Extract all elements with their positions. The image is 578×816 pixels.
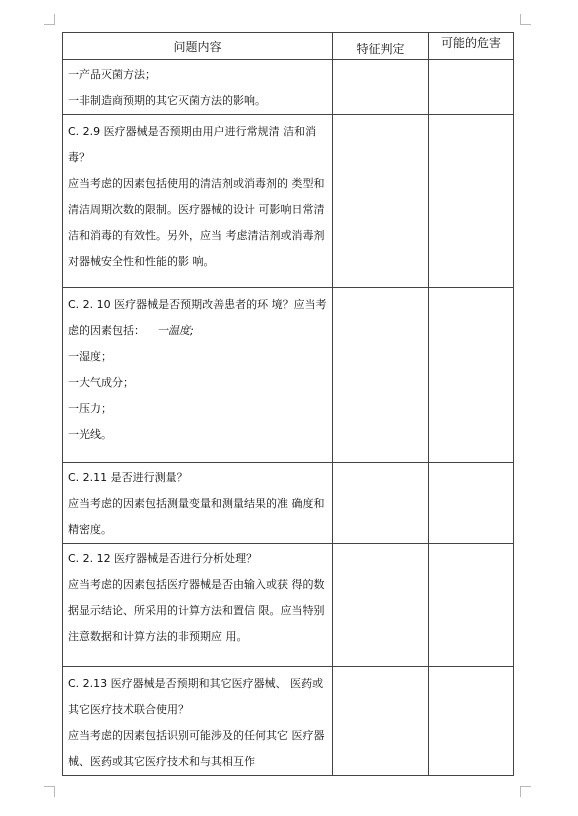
- possible-hazard-cell: [429, 60, 514, 115]
- table-row: [63, 60, 514, 115]
- question-line: 一压力；: [68, 402, 112, 415]
- question-line: 一光线。: [68, 428, 112, 441]
- question-cell: [63, 463, 333, 544]
- header-feature-judgement: 特征判定: [333, 33, 429, 60]
- table-row: [63, 115, 514, 288]
- question-description: 应当考虑的因素包括医疗器械是否由输入或获 得的数据显示结论、所采用的计算方法和置信 限。应当特别注意数据和计算方法的非预期应 用。: [68, 578, 325, 643]
- question-line: 一大气成分；: [68, 376, 134, 389]
- header-question-content: 问题内容: [63, 33, 333, 60]
- feature-judgement-cell: [333, 667, 429, 776]
- crop-mark-bottom-right: [520, 786, 531, 797]
- feature-judgement-cell: [333, 60, 429, 115]
- question-line: 一产品灭菌方法；: [68, 68, 156, 81]
- question-description: 应当考虑的因素包括识别可能涉及的任何其它 医疗器械、医药或其它医疗技术和与其相互作: [68, 729, 325, 768]
- question-title: C. 2.9 医疗器械是否预期由用户进行常规清 洁和消毒？: [68, 125, 317, 164]
- possible-hazard-cell: [429, 288, 514, 463]
- possible-hazard-cell: [429, 544, 514, 667]
- question-cell: [63, 288, 333, 463]
- question-item-italic: 一温度;: [157, 324, 194, 337]
- risk-question-table: [62, 32, 514, 776]
- feature-judgement-cell: [333, 544, 429, 667]
- question-cell: [63, 115, 333, 288]
- table-row: [63, 463, 514, 544]
- table-header-row: [63, 33, 514, 60]
- question-cell: [63, 667, 333, 776]
- question-title: C. 2. 12 医疗器械是否进行分析处理？: [68, 552, 258, 565]
- question-description: 应当考虑的因素包括使用的清洁剂或消毒剂的 类型和清洁周期次数的限制。医疗器械的设计 可影响日常清洁和消毒的有效性。另外，应当 考虑清洁剂或消毒剂对器械安全性和性能的影 响。: [68, 177, 325, 268]
- table-row: [63, 544, 514, 667]
- crop-mark-top-left: [44, 14, 55, 25]
- table-row: [63, 667, 514, 776]
- question-title: C. 2.13 医疗器械是否预期和其它医疗器械、 医药或其它医疗技术联合使用？: [68, 677, 324, 716]
- possible-hazard-cell: [429, 463, 514, 544]
- question-cell: [63, 544, 333, 667]
- question-title: C. 2.11 是否进行测量？: [68, 471, 188, 484]
- header-possible-hazard: 可能的危害: [429, 33, 514, 60]
- feature-judgement-cell: [333, 115, 429, 288]
- possible-hazard-cell: [429, 667, 514, 776]
- possible-hazard-cell: [429, 115, 514, 288]
- question-title: [68, 292, 328, 344]
- feature-judgement-cell: [333, 288, 429, 463]
- crop-mark-top-right: [520, 14, 531, 25]
- feature-judgement-cell: [333, 463, 429, 544]
- question-line: 一湿度；: [68, 350, 112, 363]
- question-cell: [63, 60, 333, 115]
- question-intro: C. 2. 10 医疗器械是否预期改善患者的环 境？应当考虑的因素包括：: [68, 298, 327, 337]
- crop-mark-bottom-left: [44, 786, 55, 797]
- table-row: [63, 288, 514, 463]
- question-line: 一非制造商预期的其它灭菌方法的影响。: [68, 94, 266, 107]
- question-description: 应当考虑的因素包括测量变量和测量结果的准 确度和精密度。: [68, 497, 325, 536]
